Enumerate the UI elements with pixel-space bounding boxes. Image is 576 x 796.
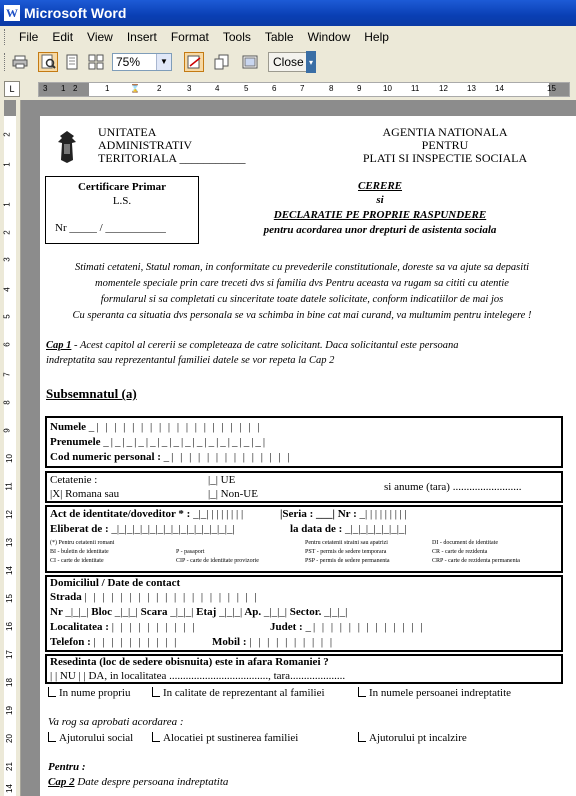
magnifier-button[interactable]: [38, 52, 58, 72]
checkbox-icon: [152, 687, 160, 697]
one-page-icon: [65, 54, 79, 70]
word-app-icon: W: [6, 6, 18, 20]
zoom-select[interactable]: [112, 52, 172, 72]
doc-declaratie: DECLARATIE PE PROPRIE RASPUNDERE: [273, 209, 487, 221]
header-left: UNITATEA ADMINISTRATIV TERITORIALA ___________: [98, 125, 246, 165]
checkbox-icon: [358, 732, 366, 742]
label-bloc: Bloc: [91, 606, 113, 618]
menu-help[interactable]: Help: [364, 30, 389, 44]
etaj-field[interactable]: _|_|_|: [219, 606, 243, 618]
option-alocatie[interactable]: Alocatiei pt sustinerea familiei: [152, 732, 298, 744]
cert-ls: L.S.: [112, 195, 132, 207]
judet-field[interactable]: _| | | | | | | | | | | | |: [305, 621, 425, 633]
doc-pentru: pentru acordarea unor drepturi de asistenta sociala: [263, 224, 497, 236]
print-button[interactable]: [10, 52, 30, 72]
label-strada: Strada: [50, 591, 82, 603]
title-bar: [0, 0, 576, 26]
nr-act-field[interactable]: _| | | | | | | | |: [359, 508, 407, 520]
menu-bar: [0, 26, 576, 49]
document-page[interactable]: [40, 116, 576, 796]
label-judet: Judet :: [270, 621, 303, 633]
si-anume-field[interactable]: si anume (tara) .........................: [384, 481, 522, 493]
bloc-field[interactable]: _|_|_|: [114, 606, 138, 618]
print-preview-toolbar: [0, 48, 576, 79]
menu-file[interactable]: File: [19, 30, 39, 44]
label-telefon: Telefon :: [50, 636, 91, 648]
cert-nr: Nr _____ / ___________: [55, 222, 166, 234]
multiple-pages-button[interactable]: [86, 52, 106, 72]
label-etaj: Etaj: [196, 606, 217, 618]
close-preview-label: Close: [268, 52, 309, 72]
menu-edit[interactable]: Edit: [52, 30, 74, 44]
window-title: Microsoft Word: [24, 5, 127, 21]
multiple-pages-icon: [88, 54, 104, 70]
menu-format[interactable]: Format: [170, 30, 209, 44]
scara-field[interactable]: _|_|_|: [170, 606, 194, 618]
horizontal-ruler[interactable]: 3 1 2 1 ⌛ 2 3 4 5 6 7 8 9 10 11 12 13 14 15: [38, 82, 570, 97]
horizontal-ruler-bar: [0, 78, 576, 101]
menu-table[interactable]: Table: [264, 30, 294, 44]
cap1-text: Cap 1 - Acest capitol al cererii se completeaza de catre solicitant. Daca solicitantul este persoana indreptatita sau reprezentantul familiei datele se vor repeta la Cap 2: [46, 340, 459, 366]
label-nume: Numele: [50, 421, 87, 433]
label-scara: Scara: [140, 606, 168, 618]
checkbox-icon: [48, 687, 56, 697]
la-data-field[interactable]: _|_|_|_|_|_|_|_|: [345, 523, 407, 535]
intro-text: Stimati cetateni, Statul roman, in conformitate cu prevederile constitutionale, doreste sa va ajute sa depasiti momentele speciale prin care treceti dvs si familia dvs Pentru aceasta va rugam sa cititi cu atentie formularul si sa completati cu sinceritate toate datele solicitate, conform indicatiilor de mai jos Cu speranta ca situatia dvs personala se va schimba in bine cat mai curand, va multumim pentru intelegere !: [72, 262, 532, 321]
label-prenume: Prenumele: [50, 436, 101, 448]
sector-field[interactable]: _|_|_|: [324, 606, 348, 618]
nume-field[interactable]: _| | | | | | | | | | | | | | | | | | |: [88, 421, 262, 433]
resedinta-answer[interactable]: | | NU | | DA, in localitatea ...................................., tara....................: [50, 670, 346, 682]
checkbox-icon: [152, 732, 160, 742]
full-screen-button[interactable]: [240, 52, 260, 72]
zoom-value: 75%: [116, 55, 141, 69]
nr-field[interactable]: _|_|_|: [65, 606, 89, 618]
option-ajutor-social[interactable]: Ajutorului social: [48, 732, 133, 744]
full-screen-icon: [242, 55, 258, 69]
toolbar-grip[interactable]: [4, 52, 8, 72]
checkbox-icon: [358, 687, 366, 697]
view-ruler-button[interactable]: [184, 52, 204, 72]
doc-cerere: CERERE: [357, 180, 403, 192]
legend-col3: Pentru cetatenii straini sau apatrizi PST - permis de sedere temporara PSP - permis de sedere permanenta: [305, 540, 390, 564]
close-preview-button[interactable]: [268, 52, 309, 72]
option-ajutor-incalzire[interactable]: Ajutorului pt incalzire: [358, 732, 467, 744]
telefon-field[interactable]: | | | | | | | | | |: [93, 636, 179, 648]
legend-col1: (*) Pentru cetatenii romani BI - buletin de identitate CI - carte de identitate: [50, 540, 115, 564]
ap-field[interactable]: _|_|_|: [263, 606, 287, 618]
romana-option[interactable]: |X| Romana sau: [50, 488, 120, 500]
mobil-field[interactable]: | | | | | | | | | |: [249, 636, 335, 648]
label-localitatea: Localitatea :: [50, 621, 109, 633]
tab-selector-icon[interactable]: L: [4, 81, 20, 97]
nonue-option[interactable]: |_| Non-UE: [208, 488, 258, 500]
magnifier-icon: [40, 54, 56, 70]
resedinta-question: Resedinta (loc de sedere obisnuita) este in afara Romaniei ?: [50, 656, 329, 668]
strada-field[interactable]: | | | | | | | | | | | | | | | | | | | |: [84, 591, 259, 603]
va-rog-text: Va rog sa aprobati acordarea :: [48, 716, 184, 728]
cap2-text: Cap 2 Date despre persoana indreptatita: [48, 776, 229, 788]
header-right: AGENTIA NATIONALA PENTRU PLATI SI INSPECTIE SOCIALA: [362, 125, 528, 165]
ruler-icon: [186, 54, 202, 70]
menu-grip[interactable]: [4, 29, 8, 45]
label-cnp: Cod numeric personal :: [50, 451, 161, 463]
option-reprezentant[interactable]: In calitate de reprezentant al familiei: [152, 687, 325, 699]
vertical-ruler[interactable]: 2 1 1 2 3 4 5 6 7 8 9 10 11 12 13 14 15 16 17 18 19 20 21 14: [0, 100, 21, 796]
cnp-field[interactable]: _| | | | | | | | | | | | | |: [163, 451, 292, 463]
toolbar-options-chevron[interactable]: ▾: [306, 51, 316, 73]
menu-tools[interactable]: Tools: [222, 30, 251, 44]
subsemnatul-heading: Subsemnatul (a): [46, 386, 137, 401]
legend-col4: DI - document de identitate CR - carte de rezidenta CRP - carte de rezidenta permanenta: [432, 540, 520, 564]
eliberat-field[interactable]: _|_|_|_|_|_|_|_|_|_|_|_|_|_|_|_|: [111, 523, 235, 535]
one-page-button[interactable]: [62, 52, 82, 72]
label-la-data: la data de :: [290, 523, 343, 535]
doc-si: si: [376, 194, 384, 206]
option-persoana-indreptatita[interactable]: In numele persoanei indreptatite: [358, 687, 511, 699]
pentru-label: Pentru :: [48, 761, 86, 773]
document-area: [21, 100, 576, 796]
menu-insert[interactable]: Insert: [126, 30, 157, 44]
prenume-field[interactable]: _|_|_|_|_|_|_|_|_|_|_|_|_|_|: [103, 436, 268, 448]
menu-window[interactable]: Window: [307, 30, 351, 44]
ue-option[interactable]: |_| UE: [208, 474, 236, 486]
label-act: Act de identitate/doveditor * :: [50, 508, 191, 520]
indent-marker[interactable]: ⌛: [130, 84, 140, 93]
menu-view[interactable]: View: [87, 30, 113, 44]
printer-icon: [12, 55, 28, 69]
localitatea-field[interactable]: | | | | | | | | | |: [111, 621, 197, 633]
label-cetatenie: Cetatenie :: [50, 474, 98, 486]
shrink-to-fit-icon: [214, 54, 230, 70]
act-field[interactable]: _|_| | | | | | | |: [193, 508, 244, 520]
label-ap: Ap.: [244, 606, 262, 618]
shrink-to-fit-button[interactable]: [212, 52, 232, 72]
chevron-down-icon[interactable]: ▼: [156, 54, 171, 70]
checkbox-icon: [48, 732, 56, 742]
option-nume-propriu[interactable]: In nume propriu: [48, 687, 130, 699]
cert-title: Certificare Primar: [77, 181, 167, 193]
label-seria: |Seria : ___| Nr :: [280, 508, 357, 520]
legend-col2: P - pasaport CIP - carte de identitate provizorie: [176, 549, 259, 564]
label-sector: Sector.: [289, 606, 322, 618]
label-eliberat: Eliberat de :: [50, 523, 109, 535]
label-mobil: Mobil :: [212, 636, 247, 648]
domiciliu-heading: Domiciliul / Date de contact: [50, 577, 181, 589]
label-nr: Nr: [50, 606, 63, 618]
coat-of-arms-icon: [56, 130, 78, 164]
